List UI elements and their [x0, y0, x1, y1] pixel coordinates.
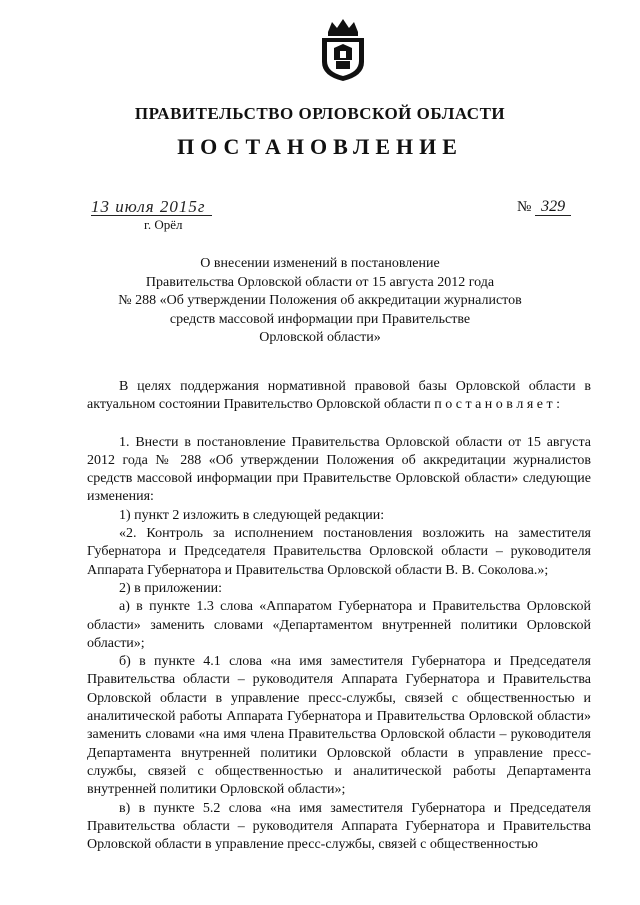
subitem-1-text-paragraph: «2. Контроль за исполнением постановления возложить на заместителя Губернатора и Председателя Правительства Орловской области – руководителя Аппарата Губернатора и Правительства Орловской области В. В. Соколова.»; — [87, 526, 591, 578]
handwritten-number: 329 — [535, 199, 571, 216]
subitem-2b-paragraph: б) в пункте 4.1 слова «на имя заместителя Губернатора и Председателя Правительства области – руководителя Аппарата Губернатора и Правительства Орловской области в управление пресс-службы, связей с общественностью и аналитической работы Аппарата Губернатора и Правительства Орловской области» заменить словами «на имя члена Правительства Орловской области – руководителя Департамента внутренней политики Орловской области в управление пресс-службы, связей с общественностью и аналитической работы Департамента внутренней политики Орловской области»; — [87, 654, 591, 798]
subitem-2a-paragraph: а) в пункте 1.3 слова «Аппаратом Губернатора и Правительства Орловской области» заменить словами «Департаментом внутренней политики Орловской области»; — [87, 599, 591, 651]
number-prefix: № — [517, 199, 532, 215]
document-subject — [0, 255, 640, 348]
item-1-paragraph: 1. Внести в постановление Правительства Орловской области от 15 августа 2012 года № 288 «Об утверждении Положения об аккредитации журналистов средств массовой информации при Правительстве Орловской области» следующие изменения: — [87, 434, 591, 505]
document-type-title: ПОСТАНОВЛЕНИЕ — [177, 134, 463, 159]
preamble-paragraph: В целях поддержания нормативной правовой базы Орловской области в актуальном состоянии Правительство Орловской области п о с т а н о в л я е т : — [87, 379, 591, 413]
handwritten-date: 13 июля 2015г — [91, 198, 212, 216]
subitem-1-paragraph: 1) пункт 2 изложить в следующей редакции: — [119, 507, 385, 523]
document-body — [87, 378, 591, 854]
subject-line: Правительства Орловской области от 15 августа 2012 года — [145, 274, 495, 290]
document-number — [517, 199, 571, 216]
subject-line: № 288 «Об утверждении Положения об аккредитации журналистов — [118, 293, 522, 308]
subject-line: Орловской области» — [259, 330, 381, 345]
subitem-2-paragraph: 2) в приложении: — [119, 580, 222, 596]
subitem-2c-paragraph: в) в пункте 5.2 слова «на имя заместителя Губернатора и Председателя Правительства области – руководителя Аппарата Губернатора и Правительства Орловской области в управление пресс-службы, связей с общественностью — [87, 800, 591, 853]
subject-line: средств массовой информации при Правительстве — [169, 311, 471, 327]
organization-title: ПРАВИТЕЛЬСТВО ОРЛОВСКОЙ ОБЛАСТИ — [134, 104, 506, 123]
subject-line: О внесении изменений в постановление — [200, 256, 440, 271]
coat-of-arms-icon — [318, 18, 368, 82]
city-label: г. Орёл — [144, 217, 183, 232]
